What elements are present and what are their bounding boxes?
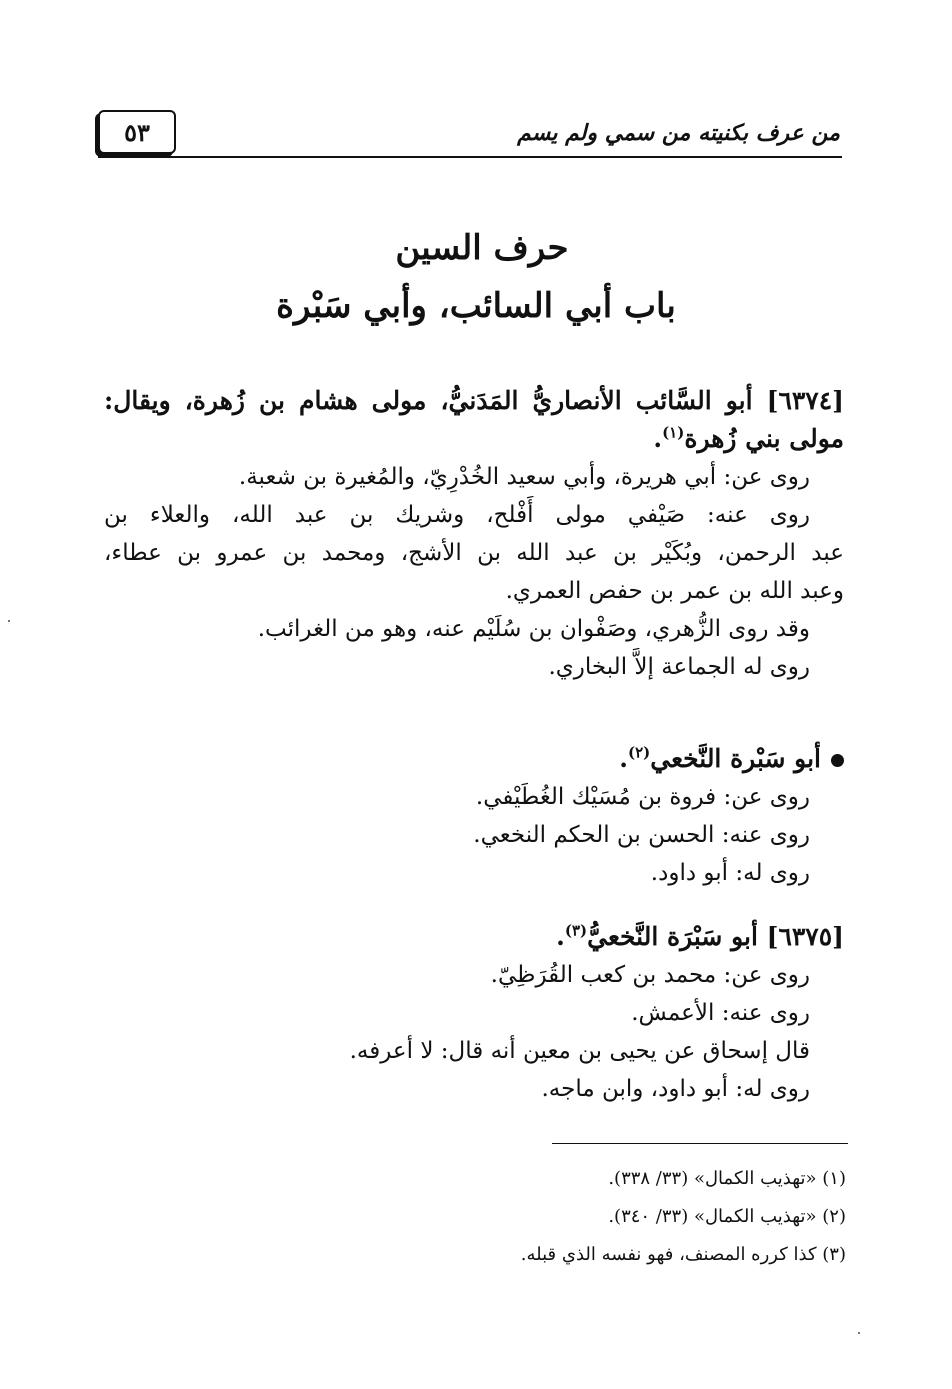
header-rule — [98, 156, 842, 158]
heading-end: . — [653, 424, 663, 453]
footnote-2: (٢) «تهذيب الكمال» (٣٣/ ٣٤٠). — [608, 1206, 846, 1227]
entry-heading-cont — [104, 420, 844, 458]
entry-heading — [104, 740, 844, 778]
narrated-by-cont: عبد الرحمن، وبُكَيْر بن عبد الله بن الأشج، ومحمد بن عمرو بن عطاء، — [104, 540, 844, 566]
transmitted-by: روى له: أبو داود. — [650, 860, 810, 886]
footnote-rule — [552, 1143, 848, 1144]
chapter-title: حرف السين — [395, 228, 569, 268]
entry-abu-sabra-bullet — [104, 740, 844, 892]
page-number: ٥٣ — [124, 117, 150, 147]
narrated-from: روى عن: محمد بن كعب القُرَظِيّ. — [490, 962, 810, 988]
narrated-by: روى عنه: صَيْفي مولى أَفْلح، وشريك بن عبد الله، والعلاء بن — [104, 502, 810, 528]
running-title: من عرف بكنيته من سمي ولم يسم — [517, 120, 840, 146]
scan-speck — [858, 1332, 860, 1334]
narrated-by: روى عنه: الأعمش. — [631, 1000, 810, 1026]
heading-text: مولى بني زُهرة — [684, 424, 844, 453]
entry-6374 — [104, 382, 844, 686]
section-title: باب أبي السائب، وأبي سَبْرة — [276, 286, 676, 326]
scan-speck — [8, 620, 10, 622]
transmitted-by: روى له: أبو داود، وابن ماجه. — [541, 1076, 810, 1102]
ibn-maeen-note: قال إسحاق عن يحيى بن معين أنه قال: لا أعرفه. — [349, 1038, 810, 1064]
narrated-by: روى عنه: الحسن بن الحكم النخعي. — [473, 822, 810, 848]
page-number-box — [98, 110, 176, 154]
footnote-ref: (١) — [662, 423, 685, 442]
heading-text: [٦٣٧٥] أبو سَبْرَة النَّخعيُّ — [587, 922, 844, 951]
narrated-from: روى عن: فروة بن مُسَيْك الغُطَيْفي. — [475, 784, 810, 810]
entry-heading — [104, 918, 844, 956]
entry-6375 — [104, 918, 844, 1108]
heading-end: . — [619, 744, 628, 773]
footnote-3: (٣) كذا كرره المصنف، فهو نفسه الذي قبله. — [520, 1244, 846, 1265]
footnote-ref: (٢) — [627, 743, 651, 762]
transmitted-by: روى له الجماعة إلاَّ البخاري. — [548, 654, 810, 680]
entry-heading: [٦٣٧٤] أبو السَّائب الأنصاريُّ المَدَنيُّ، مولى هشام بن زُهرة، ويقال: — [104, 386, 844, 415]
footnote-ref: (٣) — [564, 921, 588, 940]
footnote-1: (١) «تهذيب الكمال» (٣٣/ ٣٣٨). — [608, 1168, 846, 1189]
footnotes — [346, 1160, 846, 1274]
narrated-from: روى عن: أبي هريرة، وأبي سعيد الخُدْرِيّ، والمُغيرة بن شعبة. — [238, 464, 810, 490]
narrated-by-end: وعبد الله بن عمر بن حفص العمري. — [505, 578, 844, 604]
heading-text: أبو سَبْرة النَّخعي — [650, 744, 821, 773]
heading-end: . — [556, 922, 565, 951]
note-line: وقد روى الزُّهري، وصَفْوان بن سُلَيْم عنه، وهو من الغرائب. — [257, 616, 810, 642]
bullet-icon — [831, 754, 844, 767]
